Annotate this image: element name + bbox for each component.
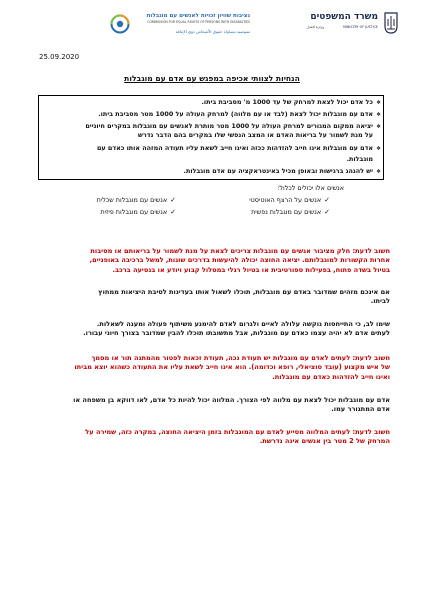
checkmark-icon: ✓ [170, 208, 176, 216]
bullet-diamond-icon: ❖ [376, 146, 381, 152]
checkmark-icon: ✓ [170, 196, 176, 204]
note-paragraph: חשוב לדעת: לעתים המלווה מסייע לאדם עם המוגבלות בזמן היציאה החוצה, במקרה כזה, שמירה על המרחק של 2 מטר בין אנשים אינה נדרשת. [85, 428, 390, 446]
disability-types-list [40, 184, 344, 232]
box-line: ❖יציאה ממקום המגורים למרחק העולה על 1000 מטר מותרת לאנשים עם מוגבלות במקרים חיוניים [85, 122, 381, 130]
box-line: ❖אדם עם מוגבלות יכול לצאת (לבד או עם מלווה) למרחק העולה על 1000 מטר מסביבת ביתו. [98, 110, 381, 118]
commission-name-hebrew: נציבות שוויון זכויות לאנשים עם מוגבלות [146, 13, 250, 19]
note-paragraph: חשוב לדעת: לעתים לאדם עם מוגבלות יש תעודת נכה, תעודת זכאות לפטור מהמתנה תור או מסמך של איש מקצוע (עובד סוציאלי, רופא וכדומה). הוא אינו חייב לשאת עליו את התעודה כשהוא יוצא מביתו ואינו חייב להזדהות כאדם עם מוגבלות. [74, 354, 390, 381]
box-line: מוגבלות. [346, 155, 373, 163]
bullet-diamond-icon: ❖ [376, 112, 381, 118]
body-paragraph: שימו לב, כי התייחסות נוקשה עלולה לאיים ולגרום לאדם להימנע משיתוף פעולה ומענה לשאלות. לעתים אדם לא יהיה עצמו כאדם עם מוגבלות, אבל מתשובתו תוכלו להבין שמדובר בצורך חיוני עבורו. [83, 320, 390, 338]
ministry-name-english: MINISTRY OF JUSTICE [343, 25, 378, 29]
body-paragraph: אדם עם מוגבלות יכול לצאת עם מלווה לפי הצורך. המלווה יכול להיות כל אדם, לאו דווקא בן משפחה או אדם המתגורר עמו. [73, 396, 390, 414]
document-date: 25.09.2020 [39, 53, 80, 61]
checkmark-icon: ✓ [324, 196, 330, 204]
box-line: ❖יש להנהג ברגישות ובאופן מכיל באינטראקציה עם אדם מוגבלות. [183, 167, 381, 175]
ministry-logo [226, 12, 398, 36]
list-item: ✓אנשים עם מוגבלות נפשית [251, 208, 330, 216]
list-item: ✓אנשים עם מוגבלות פיזית [100, 208, 176, 216]
list-item: ✓אנשים עם מוגבלות שכלית [96, 196, 176, 204]
bullet-diamond-icon: ❖ [376, 100, 381, 106]
document-title: הנחיות לצוותי אכיפה במפגש עם אדם עם מוגבלות [124, 74, 300, 83]
commission-emblem-icon [110, 14, 130, 34]
key-points-box [38, 95, 384, 180]
commission-logo [74, 12, 250, 38]
commission-name-english: COMMISSION FOR EQUAL RIGHTS OF PERSONS WITH DISABILITIES [147, 20, 250, 24]
page-header [0, 0, 424, 46]
ministry-name-arabic: وزارة العدل [306, 25, 324, 29]
box-line: ❖אדם עם מוגבלות אינו חייב להזדהות ככזה ואינו חייב לשאת עליו תעודה המזהה אותו כאדם עם [96, 144, 381, 152]
note-paragraph: חשוב לדעת: חלק מציבור אנשים עם מוגבלות צריכים לצאת על מנת לשמור על בריאותם או מסיבות אחרות הקשורות למוגבלותם. יציאה החוצה יכולה להיעשות בדרכים שונות, למשל ברכיבה באופניים, בטיול בשדה פתוח, בפעילות ספורטיבית או בטיול רגלי במסלול קבוע ויודע או בנסיעה ברכב. [89, 247, 390, 274]
box-line: על מנת לשמור על בריאות האדם או המצב הנפשי שלו במקרים בהם הדבר נדרש [138, 131, 373, 139]
checkmark-icon: ✓ [324, 208, 330, 216]
list-intro: אנשים אלו יכולים לכלול: [277, 184, 344, 192]
commission-name-arabic: مفوضية مساواة حقوق الأشخاص ذوي الإعاقة [175, 29, 250, 34]
body-paragraph: אם אינכם מזהים שמדובר באדם עם מוגבלות, תוכלו לשאול אותו בעדינות לסיבת היציאות ממחוץ לביתו. [98, 288, 390, 306]
bullet-diamond-icon: ❖ [376, 124, 381, 130]
box-line: ❖כל אדם יכול לצאת למרחק של עד 1000 מ' מסביבת ביתו. [201, 98, 381, 106]
ministry-name-hebrew: משרד המשפטים [310, 12, 378, 22]
list-item: ✓אנשים על הרצף האוטיסטי [249, 196, 330, 204]
bullet-diamond-icon: ❖ [376, 169, 381, 175]
state-emblem-icon [384, 12, 398, 34]
